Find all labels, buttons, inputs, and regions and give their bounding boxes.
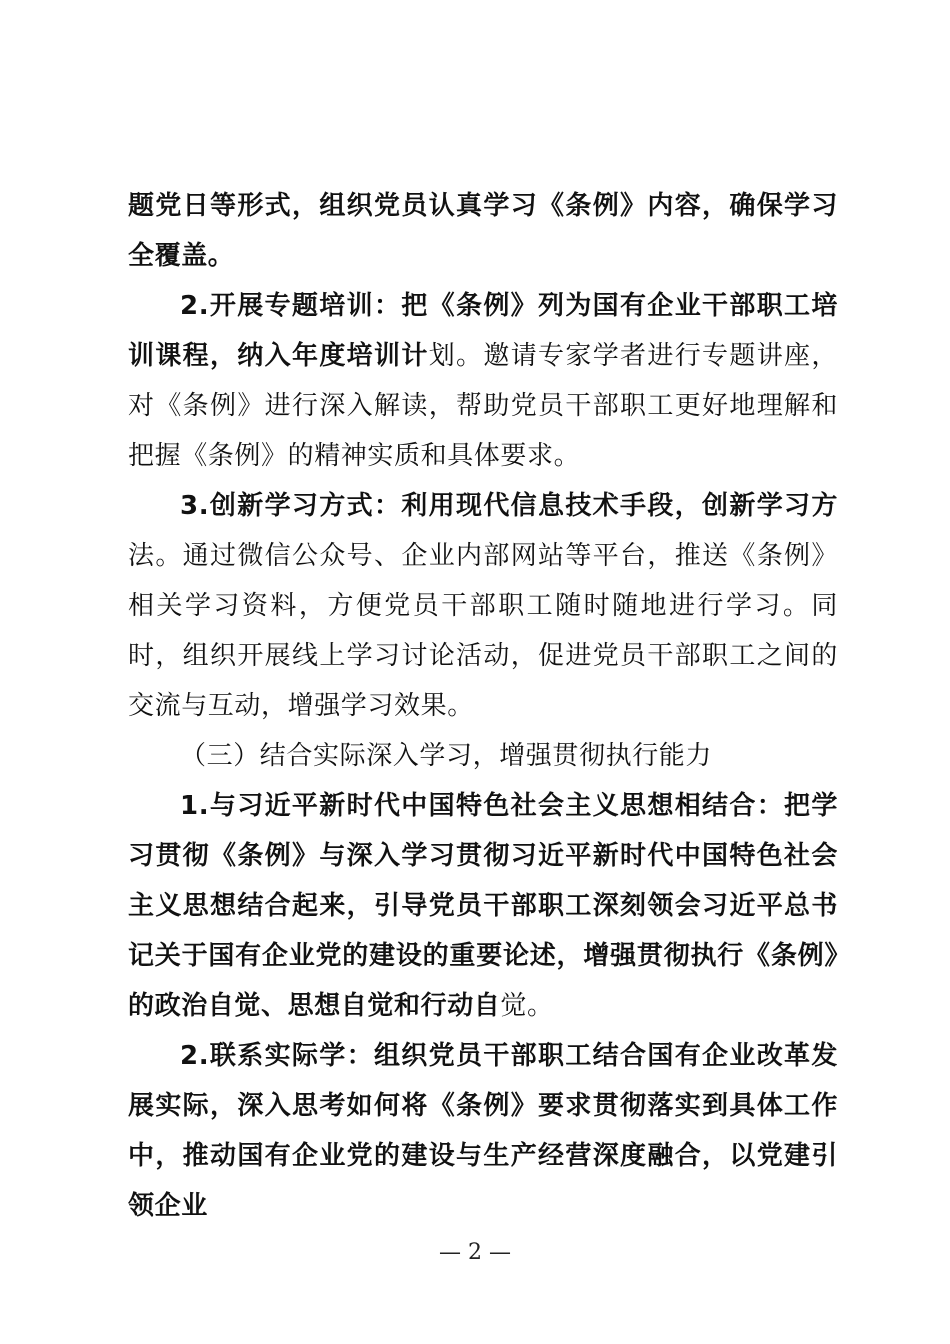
bold-text: 题党日等形式，组织党员认真学习《条例》内容，确保学习全覆盖。 — [128, 191, 838, 271]
bold-heading-text: 1.与习近平新时代中国特色社会主义思想相结合：把学习贯彻《条例》与深入学习贯彻习近平新时代中国特色社会主义思想结合起来，引导党员干部职工深刻领会习近平总书记关于国有企业党的建设的重要论述，增强贯彻执行《条例》的政治自觉、思想自觉和行动自 — [128, 791, 838, 1021]
body-text-run: 觉。 — [500, 991, 554, 1021]
bold-heading-text: 3.创新学习方式：利用现代信息技术手段，创新学习方 — [180, 491, 838, 521]
page-number: — 2 — — [439, 1240, 511, 1265]
bold-heading-text: 2.联系实际学：组织党员干部职工结合国有企业改革发展实际，深入思考如何将《条例》要求贯彻落实到具体工作中，推动国有企业党的建设与生产经营深度融合，以党建引领企业 — [128, 1041, 838, 1221]
paragraph-innovate-learning — [128, 481, 838, 731]
paragraph-combine-thought — [128, 781, 838, 1031]
body-text-run: 法。通过微信公众号、企业内部网站等平台，推送《条例》相关学习资料，方便党员干部职工随时随地进行学习。同时，组织开展线上学习讨论活动，促进党员干部职工之间的交流与互动，增强学习效果。 — [128, 541, 838, 721]
section-heading — [128, 731, 838, 781]
body-text — [128, 181, 838, 1231]
section-heading-text: （三）结合实际深入学习，增强贯彻执行能力 — [180, 741, 713, 771]
paragraph-special-training — [128, 281, 838, 481]
paragraph-link-practice — [128, 1031, 838, 1231]
paragraph-continuation — [128, 181, 838, 281]
body-text-run: 划。邀请专家学者进行专题讲座，对《条例》进行深入解读，帮助党员干部职工更好地理解和把握《条例》的精神实质和具体要求。 — [128, 341, 838, 471]
bold-heading-text: 2.开展专题培训：把《条例》列为国有企业干部职工培训课程，纳入年度培训计 — [128, 291, 838, 371]
